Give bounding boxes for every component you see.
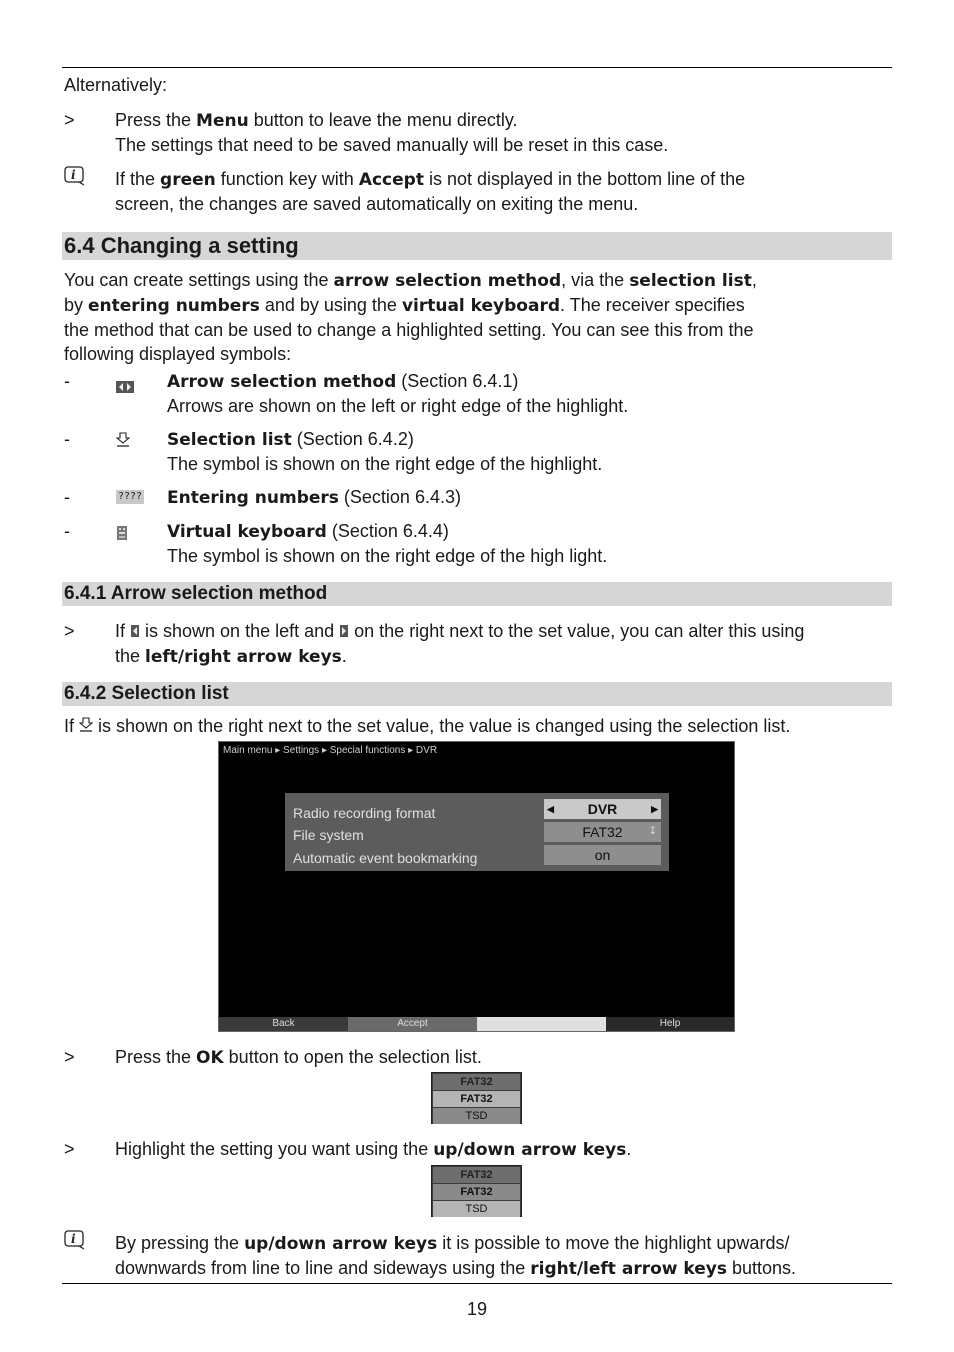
top-rule — [62, 67, 892, 68]
list-item[interactable]: FAT32 — [433, 1184, 520, 1200]
breadcrumb: Main menu ▸ Settings ▸ Special functions ▸ DVR — [223, 745, 438, 756]
list-dash: - — [64, 371, 70, 391]
selection-list-popup — [431, 1165, 522, 1217]
list-dash: - — [64, 487, 70, 507]
selection-list-icon — [79, 715, 93, 739]
note-arrow-keys: By pressing the up/down arrow keys it is possible to move the highlight upwards/ downwards from line to line and sideways using the right/left arrow keys buttons. — [115, 1233, 797, 1279]
section-heading-6-4: 6.4 Changing a setting — [62, 232, 892, 260]
list-item[interactable]: TSD — [433, 1201, 520, 1217]
accept-button[interactable]: Accept — [348, 1017, 477, 1031]
bottom-rule — [62, 1283, 892, 1284]
right-arrow-icon — [339, 620, 349, 644]
keyboard-icon — [116, 523, 128, 547]
setting-value-file-system[interactable]: FAT32 ↧ — [544, 822, 661, 842]
yellow-button[interactable] — [477, 1017, 606, 1031]
highlight-instruction: Highlight the setting you want using the up/down arrow keys. — [115, 1139, 632, 1160]
symbol-item-numbers: Entering numbers (Section 6.4.3) — [167, 487, 461, 508]
bullet-marker: > — [64, 1139, 75, 1159]
left-arrow-icon — [130, 620, 140, 644]
menu-instruction: Press the Menu button to leave the menu directly. The settings that need to be saved manually will be reset in this case. — [115, 110, 669, 155]
info-icon — [64, 166, 86, 192]
bullet-marker: > — [64, 110, 75, 130]
arrow-lr-icon — [116, 375, 134, 399]
setting-value-radio-format[interactable]: ◀ DVR ▶ — [544, 799, 661, 819]
selection-list-popup — [431, 1072, 522, 1124]
list-dash: - — [64, 521, 70, 541]
section-heading-6-4-1: 6.4.1 Arrow selection method — [62, 582, 892, 606]
setting-label: File system — [293, 827, 364, 843]
list-item[interactable]: TSD — [433, 1108, 520, 1124]
list-item[interactable]: FAT32 — [433, 1167, 520, 1183]
number-entry-icon: ???? — [117, 491, 143, 502]
setting-label: Radio recording format — [293, 805, 436, 821]
bullet-marker: > — [64, 621, 75, 641]
alternatively-label: Alternatively: — [64, 75, 168, 95]
right-arrow-icon: ▶ — [651, 804, 658, 814]
page-number: 19 — [466, 1299, 488, 1319]
setting-value-bookmarking[interactable]: on — [544, 845, 661, 865]
symbol-item-selection: Selection list (Section 6.4.2) The symbol is shown on the right edge of the highlight. — [167, 429, 603, 474]
dvr-settings-screenshot — [218, 741, 735, 1032]
selection-list-icon: ↧ — [648, 826, 657, 837]
svg-text:i: i — [71, 1232, 76, 1246]
symbol-item-keyboard: Virtual keyboard (Section 6.4.4) The symbol is shown on the right edge of the high light. — [167, 521, 608, 566]
info-icon — [64, 1230, 86, 1256]
setting-label: Automatic event bookmarking — [293, 850, 478, 866]
bullet-marker: > — [64, 1047, 75, 1067]
section-intro: You can create settings using the arrow selection method, via the selection list, by entering numbers and by using the virtual keyboard. The receiver specifies the method that can be used to change a highlighted setting. You can see this from the following displayed symbols: — [64, 270, 757, 364]
selection-list-text: If is shown on the right next to the set value, the value is changed using the selection list. — [64, 714, 894, 739]
settings-panel — [285, 793, 669, 871]
left-arrow-icon: ◀ — [547, 804, 554, 814]
section-heading-6-4-2: 6.4.2 Selection list — [62, 682, 892, 706]
list-dash: - — [64, 429, 70, 449]
back-button[interactable]: Back — [219, 1017, 348, 1031]
symbol-item-arrow: Arrow selection method (Section 6.4.1) Arrows are shown on the left or right edge of the highlight. — [167, 371, 629, 416]
note-green-key: If the green function key with Accept is not displayed in the bottom line of the screen, the changes are saved automatically on exiting the menu. — [115, 169, 746, 214]
arrow-method-text: If is shown on the left and on the right next to the set value, you can alter this using the left/right arrow keys. — [115, 621, 805, 668]
svg-text:i: i — [71, 168, 76, 182]
selection-list-icon — [116, 430, 130, 454]
list-item[interactable]: FAT32 — [433, 1074, 520, 1090]
ok-instruction: Press the OK button to open the selection list. — [115, 1047, 482, 1068]
list-item[interactable]: FAT32 — [433, 1091, 520, 1107]
function-key-bar — [219, 1017, 734, 1031]
help-button[interactable]: Help — [606, 1017, 734, 1031]
